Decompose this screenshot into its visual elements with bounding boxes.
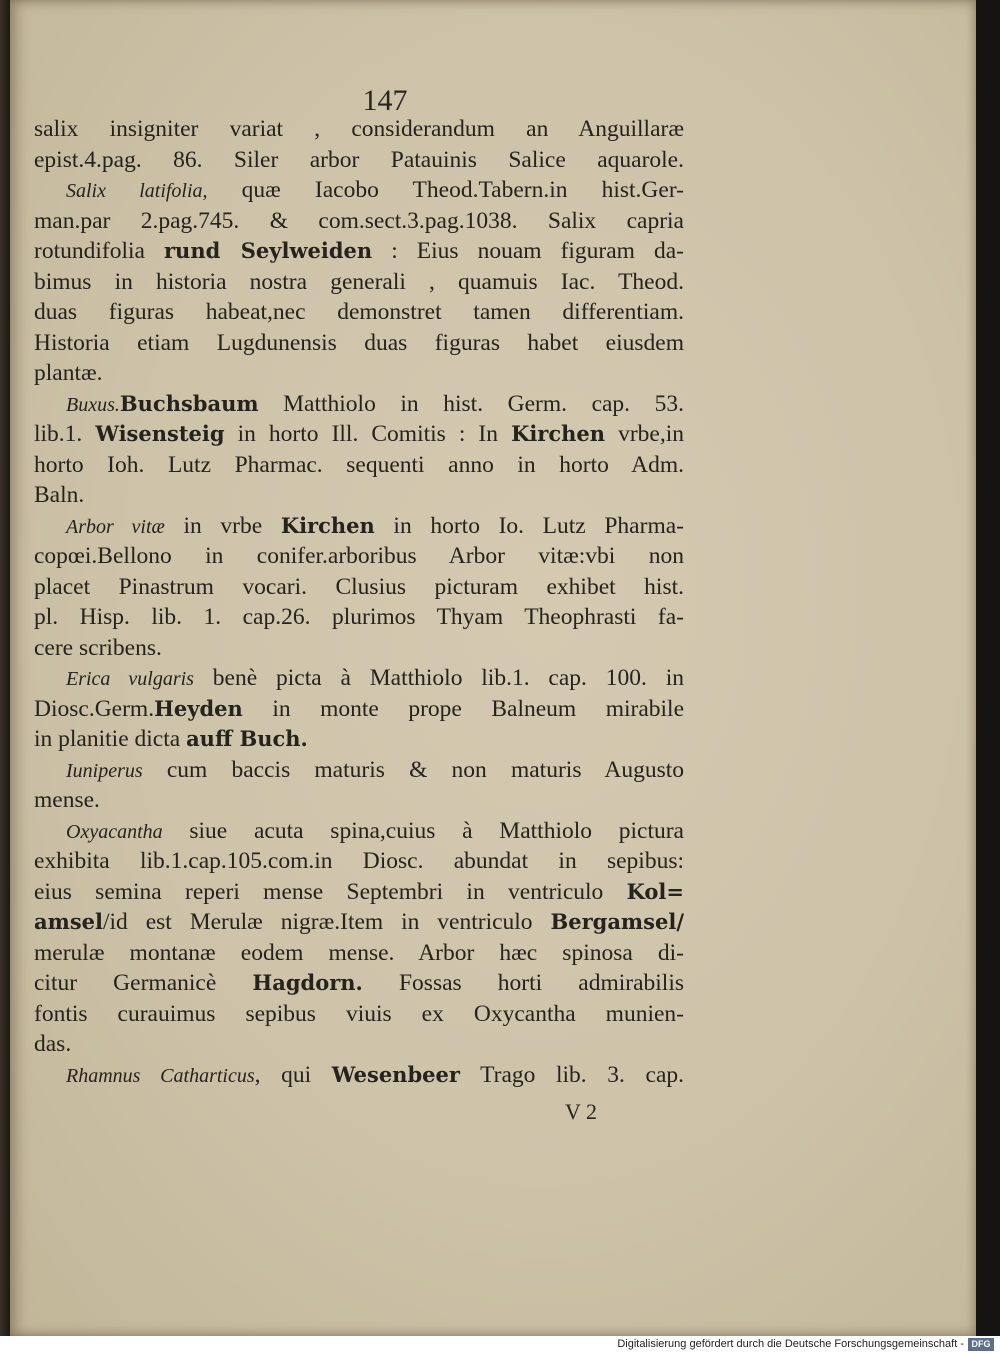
text-run: rotundifolia [34,238,164,264]
text-line [34,816,684,847]
text-line [34,297,684,328]
text-run: in horto Io. Lutz Pharma- [374,512,684,539]
text-line [34,663,684,694]
text-line [34,541,684,572]
page-number: 147 [362,84,408,117]
fraktur-term: Heyden [154,695,243,721]
text-line [34,572,684,603]
text-run: , qui [254,1061,332,1088]
text-run: Matthiolo in hist. Germ. cap. 53. [258,390,684,417]
text-line [34,785,684,816]
text-line [34,877,684,908]
text-line [34,633,684,664]
text-line [34,236,684,267]
fraktur-term: auff Buch. [186,726,308,751]
text-run: fontis curauimus sepibus viuis ex Oxycantha munien- [34,1000,684,1027]
fraktur-term: Hagdorn. [252,970,363,995]
fraktur-term: Kirchen [280,512,375,538]
fraktur-term: rund Seylweiden [163,238,373,263]
text-line [34,267,684,298]
text-line [34,419,684,450]
text-line [34,389,684,420]
text-run: mense. [34,787,100,813]
text-line [34,968,684,999]
text-run: placet Pinastrum vocari. Clusius picturam exhibet hist. [34,573,684,600]
text-line [34,907,684,938]
text-run: Diosc.Germ. [34,695,155,722]
text-line [34,145,684,176]
text-line [34,511,684,542]
text-run: vrbe,in [605,421,684,447]
fraktur-term: Kol= [626,878,684,904]
text-run: Trago lib. 3. cap. [459,1061,684,1088]
text-run: duas figuras habeat,nec demonstret tamen differentiam. [34,299,684,325]
text-run: Baln. [34,482,85,508]
body-text [34,114,684,1090]
text-line [34,480,684,511]
fraktur-term: Bergamsel/ [550,909,684,934]
digitization-credit: Digitalisierung gefördert durch die Deutsche Forschungsgemeinschaft - [617,1338,964,1350]
text-run: merulæ montanæ eodem mense. Arbor hæc spinosa di- [34,939,684,966]
text-run: cere scribens. [34,634,162,661]
text-run: horto Ioh. Lutz Pharmac. sequenti anno in horto Adm. [34,451,684,478]
text-line [34,694,684,725]
text-run: man.par 2.pag.745. & com.sect.3.pag.1038. Salix capria [34,207,684,234]
text-run: lib.1. [34,421,96,447]
text-line [34,114,684,145]
italic-term: Salix latifolia, [66,180,208,202]
fraktur-term: Wesenbeer [331,1061,460,1087]
text-run: copœi.Bellono in conifer.arboribus Arbor vitæ:vbi non [34,543,684,569]
fraktur-term: Buchsbaum [119,390,259,416]
fraktur-term: Wisensteig [95,421,225,446]
text-run: bimus in historia nostra generali , quamuis Iac. Theod. [34,268,684,295]
dfg-logo: DFG [968,1338,994,1351]
italic-term: Arbor vitæ [66,515,165,538]
text-run: epist.4.pag. 86. Siler arbor Patauinis Salice aquarole. [34,146,684,173]
signature-mark: V 2 [565,1099,597,1124]
text-line [34,358,684,389]
text-run: plantæ. [34,360,103,386]
text-run: citur Germanicè [34,970,253,996]
fraktur-term: Kirchen [511,421,606,446]
text-line [34,999,684,1030]
text-run: /id est Merulæ nigræ.Item in ventriculo [103,909,551,935]
text-run: cum baccis maturis & non maturis Augusto [142,756,684,783]
text-run: in horto Ill. Comitis : In [224,421,512,447]
italic-term: Oxyacantha [66,820,163,843]
book-spine [0,0,10,1336]
italic-term: Iuniperus [66,759,143,782]
text-run: in planitie dicta [34,726,187,752]
text-run: benè picta à Matthiolo lib.1. cap. 100. in [193,665,684,691]
text-line [34,206,684,237]
text-line [34,328,684,359]
text-line [34,724,684,755]
italic-term: Buxus. [66,393,120,416]
text-run: in vrbe [164,512,281,539]
text-run: Historia etiam Lugdunensis duas figuras habet eiusdem [34,329,684,356]
text-run: salix insigniter variat , considerandum an Anguillaræ [34,116,684,142]
text-line [34,1029,684,1060]
text-run: exhibita lib.1.cap.105.com.in Diosc. abundat in sepibus: [34,848,684,874]
text-run: Fossas horti admirabilis [362,970,684,996]
text-line [34,938,684,969]
text-line [34,755,684,786]
text-line [34,846,684,877]
text-run: : Eius nouam figuram da- [372,238,684,264]
italic-term: Erica vulgaris [66,668,194,690]
text-run: das. [34,1031,72,1057]
text-line [34,602,684,633]
text-run: siue acuta spina,cuius à Matthiolo pictura [162,817,684,844]
fraktur-term: amsel [34,909,103,934]
text-line [34,1060,684,1091]
text-run: in monte prope Balneum mirabile [242,695,684,722]
italic-term: Rhamnus Catharticus [66,1064,255,1087]
text-line [34,450,684,481]
text-run: pl. Hisp. lib. 1. cap.26. plurimos Thyam Theophrasti fa- [34,604,684,630]
text-run: eius semina reperi mense Septembri in ventriculo [34,878,627,905]
text-run: quæ Iacobo Theod.Tabern.in hist.Ger- [207,177,684,203]
text-line [34,175,684,206]
